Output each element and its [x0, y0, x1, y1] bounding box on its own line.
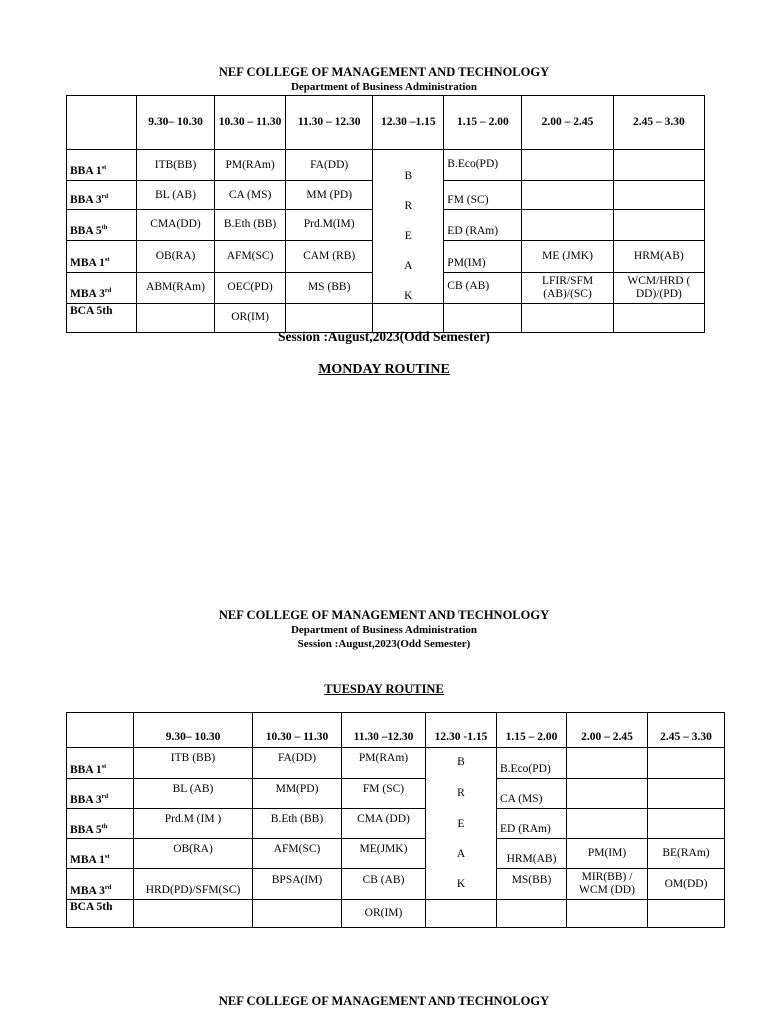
- class-cell: [253, 900, 342, 928]
- break-letter: R: [404, 200, 413, 212]
- class-cell: AFM(SC): [215, 240, 286, 272]
- time-header: 12.30 –1.15: [373, 96, 444, 150]
- break-letter: K: [404, 290, 413, 302]
- class-cell: [567, 900, 648, 928]
- college-name: NEF COLLEGE OF MANAGEMENT AND TECHNOLOGY: [218, 994, 550, 1008]
- break-letter: B: [457, 756, 465, 768]
- time-header: 9.30– 10.30: [134, 713, 253, 748]
- tuesday-routine-title: TUESDAY ROUTINE: [324, 682, 444, 696]
- class-cell: HRM(AB): [613, 240, 704, 272]
- class-cell: OEC(PD): [215, 272, 286, 303]
- class-cell: AFM(SC): [253, 839, 342, 869]
- class-cell: [567, 779, 648, 809]
- row-label: BBA 1st: [67, 748, 134, 779]
- class-cell: [613, 303, 704, 332]
- class-cell: [522, 209, 613, 240]
- class-cell: WCM/HRD ( DD)/(PD): [613, 272, 704, 303]
- table-row: [67, 748, 725, 779]
- class-cell: [648, 748, 725, 779]
- class-cell: FA(DD): [286, 150, 373, 181]
- class-cell: [136, 303, 214, 332]
- college-name: NEF COLLEGE OF MANAGEMENT AND TECHNOLOGY: [218, 65, 550, 79]
- class-cell: ABM(RAm): [136, 272, 214, 303]
- class-cell: [613, 180, 704, 209]
- break-letter: E: [404, 230, 412, 242]
- class-cell: MM (PD): [286, 180, 373, 209]
- time-header: 12.30 -1.15: [426, 713, 497, 748]
- class-cell: FM (SC): [342, 779, 426, 809]
- corner-cell: [67, 96, 137, 150]
- row-label: BBA 3rd: [67, 779, 134, 809]
- time-header: 2.00 – 2.45: [522, 96, 613, 150]
- break-letter: K: [456, 878, 466, 890]
- break-letter: A: [404, 260, 413, 272]
- time-header: 10.30 – 11.30: [253, 713, 342, 748]
- class-cell: ME(JMK): [342, 839, 426, 869]
- department-name: Department of Business Administration: [290, 81, 478, 93]
- college-name: NEF COLLEGE OF MANAGEMENT AND TECHNOLOGY: [218, 608, 550, 622]
- break-letter: A: [456, 848, 466, 860]
- row-label: BBA 5th: [67, 209, 137, 240]
- table-row: [67, 779, 725, 809]
- table-row: [67, 869, 725, 900]
- class-cell: CA (MS): [215, 180, 286, 209]
- time-header: 1.15 – 2.00: [497, 713, 567, 748]
- class-cell: ME (JMK): [522, 240, 613, 272]
- time-header: 11.30 – 12.30: [286, 96, 373, 150]
- table-row: [67, 303, 705, 332]
- class-cell: HRD(PD)/SFM(SC): [134, 869, 253, 900]
- class-cell: ITB(BB): [136, 150, 214, 181]
- class-cell: ITB (BB): [134, 748, 253, 779]
- break-letter: B: [404, 170, 413, 182]
- class-cell: CA (MS): [497, 779, 567, 809]
- class-cell: [567, 748, 648, 779]
- class-cell: PM(RAm): [342, 748, 426, 779]
- class-cell: ED (RAm): [444, 209, 522, 240]
- break-column: [426, 748, 497, 900]
- time-header: 11.30 –12.30: [342, 713, 426, 748]
- class-cell: [522, 180, 613, 209]
- class-cell: B.Eco(PD): [444, 150, 522, 181]
- row-label: MBA 3rd: [67, 869, 134, 900]
- row-label: BBA 5th: [67, 809, 134, 839]
- class-cell: ED (RAm): [497, 809, 567, 839]
- class-cell: PM(IM): [567, 839, 648, 869]
- class-cell: [613, 150, 704, 181]
- class-cell: [497, 900, 567, 928]
- class-cell: MS (BB): [286, 272, 373, 303]
- class-cell: MS(BB): [497, 869, 567, 900]
- class-cell: MM(PD): [253, 779, 342, 809]
- class-cell: [648, 809, 725, 839]
- session-label: Session :August,2023(Odd Semester): [297, 638, 471, 650]
- class-cell: FM (SC): [444, 180, 522, 209]
- class-cell: CMA(DD): [136, 209, 214, 240]
- class-cell: BPSA(IM): [253, 869, 342, 900]
- row-label: MBA 1st: [67, 839, 134, 869]
- row-label: MBA 1st: [67, 240, 137, 272]
- class-cell: B.Eth (BB): [253, 809, 342, 839]
- time-header: 10.30 – 11.30: [215, 96, 286, 150]
- class-cell: BL (AB): [136, 180, 214, 209]
- class-cell: [567, 809, 648, 839]
- class-cell: [134, 900, 253, 928]
- class-cell: BL (AB): [134, 779, 253, 809]
- class-cell: BE(RAm): [648, 839, 725, 869]
- class-cell: [648, 900, 725, 928]
- class-cell: [613, 209, 704, 240]
- session-label: Session :August,2023(Odd Semester): [278, 329, 490, 344]
- class-cell: [522, 303, 613, 332]
- break-letter: E: [457, 818, 465, 830]
- time-header: 2.45 – 3.30: [613, 96, 704, 150]
- class-cell: CMA (DD): [342, 809, 426, 839]
- class-cell: B.Eco(PD): [497, 748, 567, 779]
- class-cell: OB(RA): [134, 839, 253, 869]
- class-cell: [648, 779, 725, 809]
- class-cell: [444, 303, 522, 332]
- table-row: [67, 900, 725, 928]
- corner-cell: [67, 713, 134, 748]
- class-cell: CB (AB): [444, 272, 522, 303]
- class-cell: B.Eth (BB): [215, 209, 286, 240]
- class-cell: CAM (RB): [286, 240, 373, 272]
- class-cell: PM(RAm): [215, 150, 286, 181]
- tuesday-routine-table: [66, 712, 725, 928]
- class-cell: CB (AB): [342, 869, 426, 900]
- row-label: BCA 5th: [67, 900, 134, 928]
- time-header: 1.15 – 2.00: [444, 96, 522, 150]
- class-cell: PM(IM): [444, 240, 522, 272]
- class-cell: FA(DD): [253, 748, 342, 779]
- break-column: [373, 150, 444, 304]
- class-cell: MIR(BB) / WCM (DD): [567, 869, 648, 900]
- class-cell: OR(IM): [342, 900, 426, 928]
- table-row: [67, 150, 705, 181]
- class-cell: OR(IM): [215, 303, 286, 332]
- row-label: BBA 3rd: [67, 180, 137, 209]
- row-label: BBA 1st: [67, 150, 137, 181]
- header-row: [67, 96, 705, 150]
- row-label: MBA 3rd: [67, 272, 137, 303]
- class-cell: [522, 150, 613, 181]
- header-row: [67, 713, 725, 748]
- class-cell: Prd.M (IM ): [134, 809, 253, 839]
- class-cell: Prd.M(IM): [286, 209, 373, 240]
- table-row: [67, 839, 725, 869]
- monday-routine-table: [66, 95, 705, 333]
- class-cell: OM(DD): [648, 869, 725, 900]
- department-name: Department of Business Administration: [290, 624, 478, 636]
- break-letter: R: [457, 787, 465, 799]
- time-header: 2.00 – 2.45: [567, 713, 648, 748]
- break-cell-empty: [373, 303, 444, 332]
- row-label: BCA 5th: [67, 303, 137, 332]
- break-cell-empty: [426, 900, 497, 928]
- monday-routine-title: MONDAY ROUTINE: [318, 362, 450, 377]
- class-cell: [286, 303, 373, 332]
- class-cell: OB(RA): [136, 240, 214, 272]
- table-row: [67, 809, 725, 839]
- time-header: 2.45 – 3.30: [648, 713, 725, 748]
- class-cell: LFIR/SFM (AB)/(SC): [522, 272, 613, 303]
- class-cell: HRM(AB): [497, 839, 567, 869]
- time-header: 9.30– 10.30: [136, 96, 214, 150]
